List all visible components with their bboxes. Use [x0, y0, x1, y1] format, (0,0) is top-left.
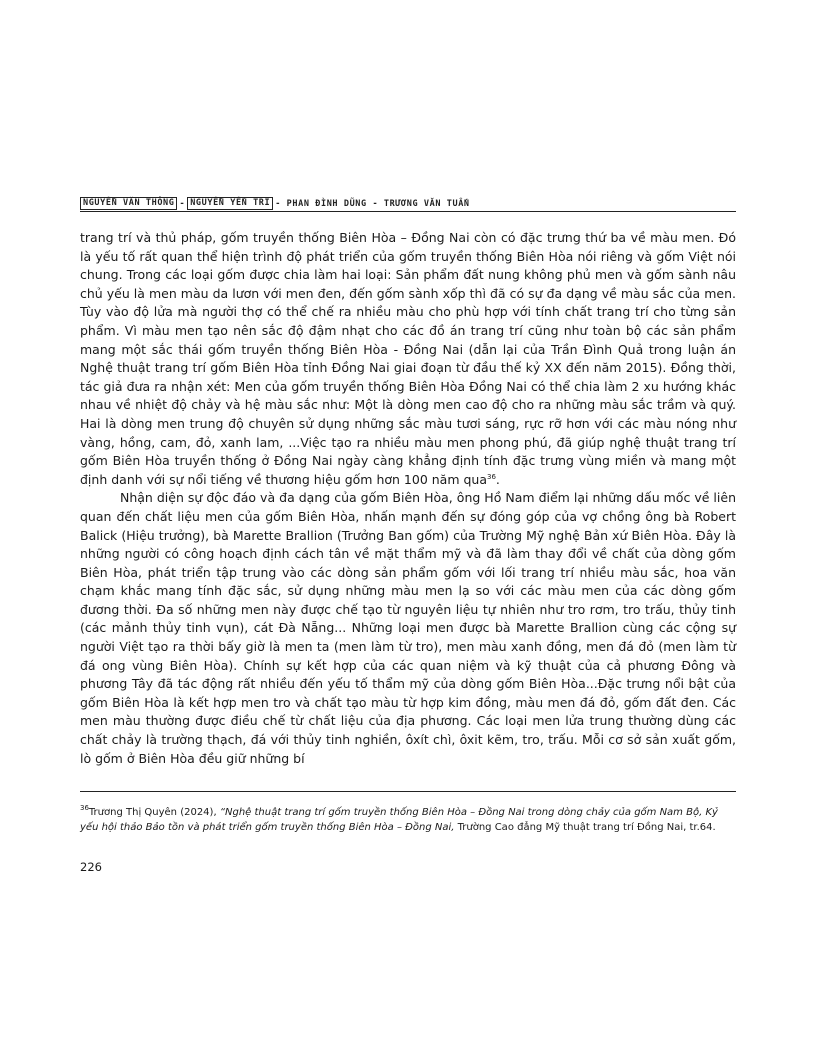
header-author-1: NGUYỄN VĂN THÔNG [80, 197, 177, 210]
footnote-article-title: “Nghệ thuật trang trí gốm truyền thống Biên Hòa – Đồng Nai trong dòng chảy của gốm Nam Bộ, Kỷ yếu hội thảo Bảo tồn và phát triển gốm truyền thống Biên Hòa – Đồng Nai, [80, 807, 718, 833]
paragraph-2: Nhận diện sự độc đáo và đa dạng của gốm Biên Hòa, ông Hồ Nam điểm lại những dấu mốc về liên quan đến chất liệu men của gốm Biên Hòa, nhấn mạnh đến sự đóng góp của vợ chồng ông bà Robert Balick (Hiệu trưởng), bà Marette Brallion (Trưởng Ban gốm) của Trường Mỹ nghệ Bản xứ Biên Hòa. Đây là những người có công hoạch định cách tân về mặt thẩm mỹ và đã làm thay đổi về chất của dòng gốm Biên Hòa, phát triển tập trung vào các dòng sản phẩm gốm với lối trang trí nhiều màu sắc, hoa văn chạm khắc mang tính đặc sắc, sử dụng những màu men lạ so với các màu men của các dòng gốm đương thời. Đa số những men này được chế tạo từ nguyên liệu tự nhiên như tro rơm, tro trấu, thủy tinh (các mảnh thủy tinh vụn), cát Đà Nẵng... Những loại men được bà Marette Brallion cùng các cộng sự người Việt tạo ra thời bấy giờ là men ta (men làm từ tro), men màu xanh đồng, men đá đỏ (men làm từ đá ong vùng Biên Hòa). Chính sự kết hợp của các quan niệm và kỹ thuật của cả phương Đông và phương Tây đã tác động rất nhiều đến yếu tố thẩm mỹ của dòng gốm Biên Hòa...Đặc trưng nổi bật của gốm Biên Hòa là kết hợp men tro và chất tạo màu từ hợp kim đồng, màu men đá đỏ, gốm đất đen. Các men màu thường được điều chế từ chất liệu của địa phương. Các loại men lửa trung thường dùng các chất chảy là trường thạch, đá với thủy tinh nghiền, ôxít chì, ôxit kẽm, tro, trấu. Mỗi cơ sở sản xuất gốm, lò gốm ở Biên Hòa đều giữ những bí [80, 490, 736, 766]
header-author-2: NGUYỄN YẾN TRI [187, 197, 273, 210]
running-header [80, 197, 472, 210]
footnote-publisher: Trường Cao đẳng Mỹ thuật trang trí Đồng Nai, tr.64. [454, 822, 716, 833]
header-other-authors: - PHAN ĐÌNH DŨNG - TRƯƠNG VĂN TUẤN [275, 198, 470, 209]
page-number: 226 [80, 860, 102, 874]
header-rule [80, 211, 736, 212]
paragraph-1-text: trang trí và thủ pháp, gốm truyền thống Biên Hòa – Đồng Nai còn có đặc trưng thứ ba về màu men. Đó là yếu tố rất quan thể hiện trình độ phát triển của gốm truyền thống Biên Hòa nói riêng và gốm Việt nói chung. Trong các loại gốm được chia làm hai loại: Sản phẩm đất nung không phủ men và gốm sành nâu chủ yếu là men màu da lươn với men đen, đến gốm sành xốp thì đã có sự đa dạng về màu sắc của men. Tùy vào độ lửa mà người thợ có thể chế ra nhiều màu cho phù hợp với tính chất trang trí cho từng sản phẩm. Vì màu men tạo nên sắc độ đậm nhạt cho các đồ án trang trí cũng như toàn bộ các sản phẩm mang một sắc thái gốm truyền thống Biên Hòa - Đồng Nai (dẫn lại của Trần Đình Quả trong luận án Nghệ thuật trang trí gốm Biên Hòa tỉnh Đồng Nai giai đoạn từ đầu thế kỷ XX đến năm 2015). Đồng thời, tác giả đưa ra nhận xét: Men của gốm truyền thống Biên Hòa Đồng Nai có thể chia làm 2 xu hướng khác nhau về nhiệt độ chảy và hệ màu sắc như: Một là dòng men cao độ cho ra những màu sắc trầm và quý. Hai là dòng men trung độ chuyên sử dụng những sắc màu tươi sáng, rực rỡ hơn với các màu nóng như vàng, hồng, cam, đỏ, xanh lam, ...Việc tạo ra nhiều màu men phong phú, đã giúp nghệ thuật trang trí gốm Biên Hòa truyền thống ở Đồng Nai ngày càng khẳng định tính đặc trưng vùng miền và mang một định danh với sự nổi tiếng về thương hiệu gốm hơn 100 năm qua [80, 230, 736, 487]
footnote-number: 36 [80, 804, 89, 812]
footnote-author: Trương Thị Quyên (2024), [88, 807, 220, 818]
footnote-ref-36[interactable]: 36 [487, 472, 496, 481]
paragraph-1-end: . [495, 471, 500, 487]
footnote-rule [80, 791, 736, 792]
header-separator: - [179, 198, 186, 209]
body-text [80, 229, 736, 768]
footnote-36 [80, 805, 736, 835]
paragraph-1 [80, 229, 736, 489]
